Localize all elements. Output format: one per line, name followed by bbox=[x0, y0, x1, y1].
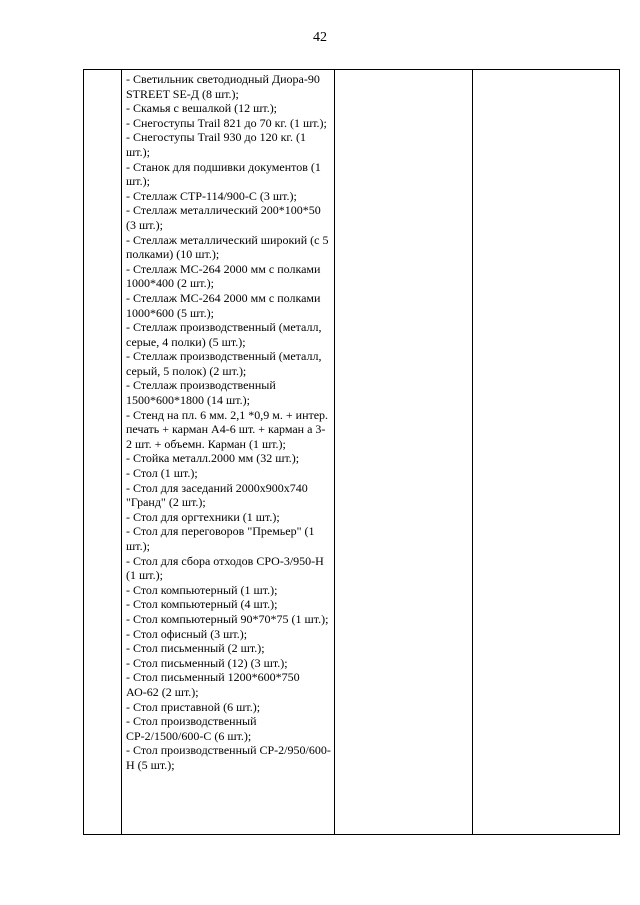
list-item: - Стеллаж СТР-114/900-С (3 шт.); bbox=[126, 188, 297, 203]
list-item: - Стеллаж металлический широкий (с 5 полками) (10 шт.); bbox=[126, 232, 329, 262]
list-item: - Стол письменный (2 шт.); bbox=[126, 641, 265, 656]
list-item: - Стол приставной (6 шт.); bbox=[126, 699, 261, 714]
list-item: - Стол производственный СР-2/950/600-Н (5 шт.); bbox=[126, 743, 331, 772]
list-item: - Стенд на пл. 6 мм. 2,1 *0,9 м. + интер. печать + карман А4-6 шт. + карман а 3-2 шт. + объемн. Карман (1 шт.); bbox=[126, 407, 329, 451]
list-item: - Стол компьютерный (1 шт.); bbox=[126, 582, 278, 597]
list-item: - Светильник светодиодный Диора-90 STREET SE-Д (8 шт.); bbox=[126, 72, 320, 101]
list-item: - Стеллаж МС-264 2000 мм с полками 1000*400 (2 шт.); bbox=[126, 261, 321, 291]
list-item: - Стеллаж МС-264 2000 мм с полками 1000*600 (5 шт.); bbox=[126, 290, 321, 320]
table-row bbox=[84, 70, 620, 835]
list-item: - Снегоступы Trail 930 до 120 кг. (1 шт.); bbox=[126, 130, 306, 159]
list-item: - Стол для сбора отходов СРО-3/950-Н (1 шт.); bbox=[126, 553, 324, 583]
list-item: - Стеллаж металлический 200*100*50 (3 шт.); bbox=[126, 203, 321, 232]
empty-cell bbox=[335, 70, 473, 835]
list-item: - Станок для подшивки документов (1 шт.); bbox=[126, 159, 321, 189]
number-cell bbox=[84, 70, 122, 835]
page-number: 42 bbox=[313, 30, 327, 45]
inventory-table bbox=[83, 69, 620, 835]
list-item: - Стол офисный (3 шт.); bbox=[126, 626, 248, 641]
items-cell bbox=[122, 70, 335, 835]
list-item: - Снегоступы Trail 821 до 70 кг. (1 шт.); bbox=[126, 115, 327, 130]
list-item: - Стеллаж производственный (металл, серые, 4 полки) (5 шт.); bbox=[126, 320, 322, 349]
list-item: - Стол письменный (12) (3 шт.); bbox=[126, 655, 288, 670]
list-item: - Стол производственный СР-2/1500/600-С (6 шт.); bbox=[126, 714, 257, 743]
list-item: - Стеллаж производственный 1500*600*1800 (14 шт.); bbox=[126, 378, 276, 408]
list-item: - Стол (1 шт.); bbox=[126, 466, 198, 481]
list-item: - Стол письменный 1200*600*750 АО-62 (2 шт.); bbox=[126, 670, 300, 699]
empty-cell bbox=[473, 70, 620, 835]
items-list bbox=[122, 70, 334, 773]
list-item: - Стол для переговоров "Премьер" (1 шт.); bbox=[126, 524, 315, 553]
list-item: - Стойка металл.2000 мм (32 шт.); bbox=[126, 451, 300, 466]
list-item: - Стеллаж производственный (металл, серый, 5 полок) (2 шт.); bbox=[126, 349, 322, 378]
list-item: - Скамья с вешалкой (12 шт.); bbox=[126, 101, 278, 116]
list-item: - Стол компьютерный 90*70*75 (1 шт.); bbox=[126, 611, 329, 626]
list-item: - Стол компьютерный (4 шт.); bbox=[126, 597, 278, 612]
list-item: - Стол для оргтехники (1 шт.); bbox=[126, 509, 280, 524]
list-item: - Стол для заседаний 2000х900х740 "Гранд" (2 шт.); bbox=[126, 480, 308, 510]
